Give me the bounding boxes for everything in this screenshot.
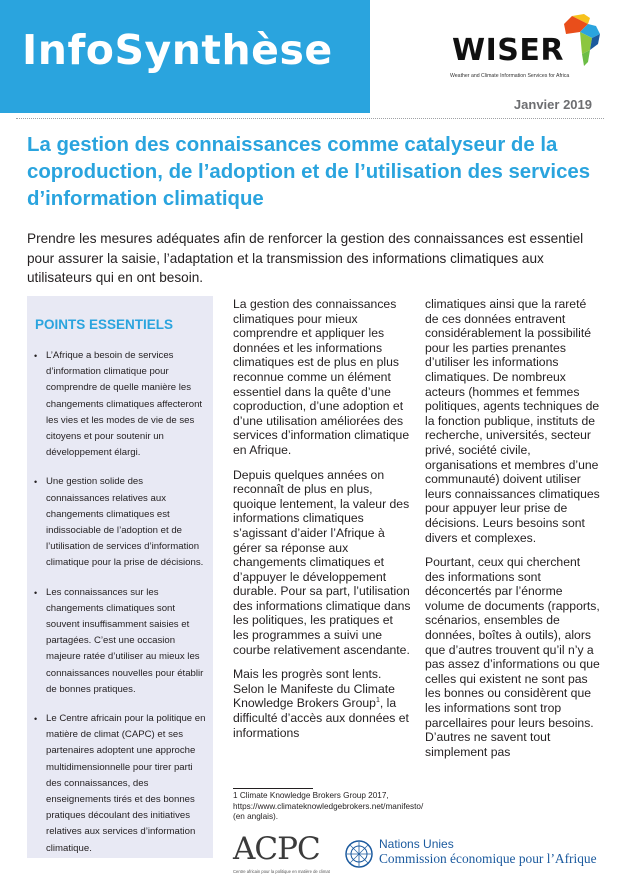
un-name: Nations Unies — [379, 837, 454, 851]
wiser-logo-subtitle: Weather and Climate Information Services for Africa — [450, 73, 570, 79]
footnote-rule — [233, 788, 313, 789]
bullet-icon: • — [34, 587, 38, 598]
acpc-logo — [233, 831, 343, 879]
sidebar-title: POINTS ESSENTIELS — [35, 317, 174, 332]
body-paragraph: climatiques ainsi que la rareté de ces données entravent considérablement la possibilité pour les parties prenantes d’utiliser les informations climatiques. De nombreux acteurs (hommes et femmes politiques, agents techniques de la fonction publique, instituts de recherche, universités, secteur privé, société civile, organisations et membres d’une communauté) doivent utiliser leurs connaissances climatiques pour appuyer leur prise de décisions. Leurs besoins sont divers et complexes. — [425, 297, 600, 545]
wiser-logo-text: WISER — [452, 33, 564, 68]
key-point-item — [31, 711, 207, 857]
key-point-text: Une gestion solide des connaissances relatives aux changements climatiques est indissociable de l’adoption et de l’utilisation de services d’information climatique pour la prise de décisions. — [46, 476, 204, 569]
body-column-1 — [233, 297, 411, 750]
un-emblem-icon — [344, 839, 374, 869]
headline: La gestion des connaissances comme catalyseur de la coproduction, de l’adoption et de l’utilisation des services d’information climatique — [27, 134, 591, 210]
key-points-sidebar — [27, 296, 213, 858]
body-column-2 — [425, 297, 600, 769]
key-point-text: L’Afrique a besoin de services d’information climatique pour comprendre de quelle manière les changements climatiques affecteront les vies et les modes de vie de ses citoyens et pour soutenir un développement élargi. — [46, 350, 203, 459]
key-points-list — [31, 348, 207, 870]
title-banner — [0, 0, 370, 113]
africa-map-icon — [558, 12, 604, 68]
acpc-logo-subtitle: Centre africain pour la politique en matière de climat — [233, 869, 330, 874]
body-paragraph: Depuis quelques années on reconnaît de plus en plus, quoique lentement, la valeur des informations climatiques s’agissant d’aider l’Afrique à gérer sa réponse aux changements climatiques et d’appuyer le développement durable. Pour sa part, l’utilisation des informations climatique dans les politiques, les pratiques et les programmes a suivi une courbe relativement ascendante. — [233, 467, 411, 657]
key-point-text: Les connaissances sur les changements climatiques sont souvent insuffisamment saisies et partagées. C’est une occasion majeure ratée d’utiliser au mieux les connaissances nouvelles pour établir de bonnes pratiques. — [46, 586, 204, 695]
key-point-item — [31, 585, 207, 698]
body-text: Mais les progrès sont lents. Selon le Manifeste du Climate Knowledge Brokers Group — [233, 667, 395, 711]
body-paragraph — [233, 667, 411, 740]
body-paragraph: Pourtant, ceux qui cherchent des informations sont déconcertés par l’énorme volume de documents (rapports, scénarios, ensembles de données, boîtes à outils), alors que d’autres trouvent qu’il n’y a pas assez d’informations ou que celles qui existent ne sont pas les bonnes ou considèrent que les informations sont trop parcellaires pour leurs besoins. D’autres ne savent tout simplement pas — [425, 555, 600, 759]
key-point-item — [31, 474, 207, 571]
lead-paragraph: Prendre les mesures adéquates afin de renforcer la gestion des connaissances est essentiel pour assurer la saisie, l’adaptation et la transmission des informations climatiques aux utilisateurs qui en ont besoin. — [27, 231, 584, 285]
acpc-logo-text: ACPC — [233, 831, 320, 867]
eca-name: Commission économique pour l’Afrique — [379, 851, 597, 866]
body-paragraph: La gestion des connaissances climatiques pour mieux comprendre et appliquer les données et les informations climatiques est de plus en plus reconnue comme un élément essentiel dans la quête d’une coproduction, d’une adoption et d’une utilisation améliorées des services d’information climatique en Afrique. — [233, 297, 410, 457]
bullet-icon: • — [34, 351, 38, 361]
wiser-logo — [452, 12, 612, 84]
publication-title: InfoSynthèse — [22, 26, 333, 74]
body-text: , la difficulté d’accès aux données et informations — [233, 696, 409, 740]
footnote: 1 Climate Knowledge Brokers Group 2017, https://www.climateknowledgebrokers.net/manifesto/ (en anglais). — [233, 791, 424, 821]
footnote-ref-link[interactable]: 1 — [375, 697, 380, 705]
bullet-icon: • — [34, 714, 38, 725]
key-point-item — [31, 348, 207, 461]
key-point-text: Le Centre africain pour la politique en matière de climat (CAPC) et ses partenaires adoptent une approche multidimensionnelle pour tirer parti des connaissances, des enseignements tirés et des bonnes pratiques découlant des initiatives relatives aux services d’information climatique. — [46, 713, 206, 854]
header-divider — [16, 118, 604, 119]
bullet-icon: • — [34, 477, 38, 488]
publication-date: Janvier 2019 — [513, 97, 592, 112]
